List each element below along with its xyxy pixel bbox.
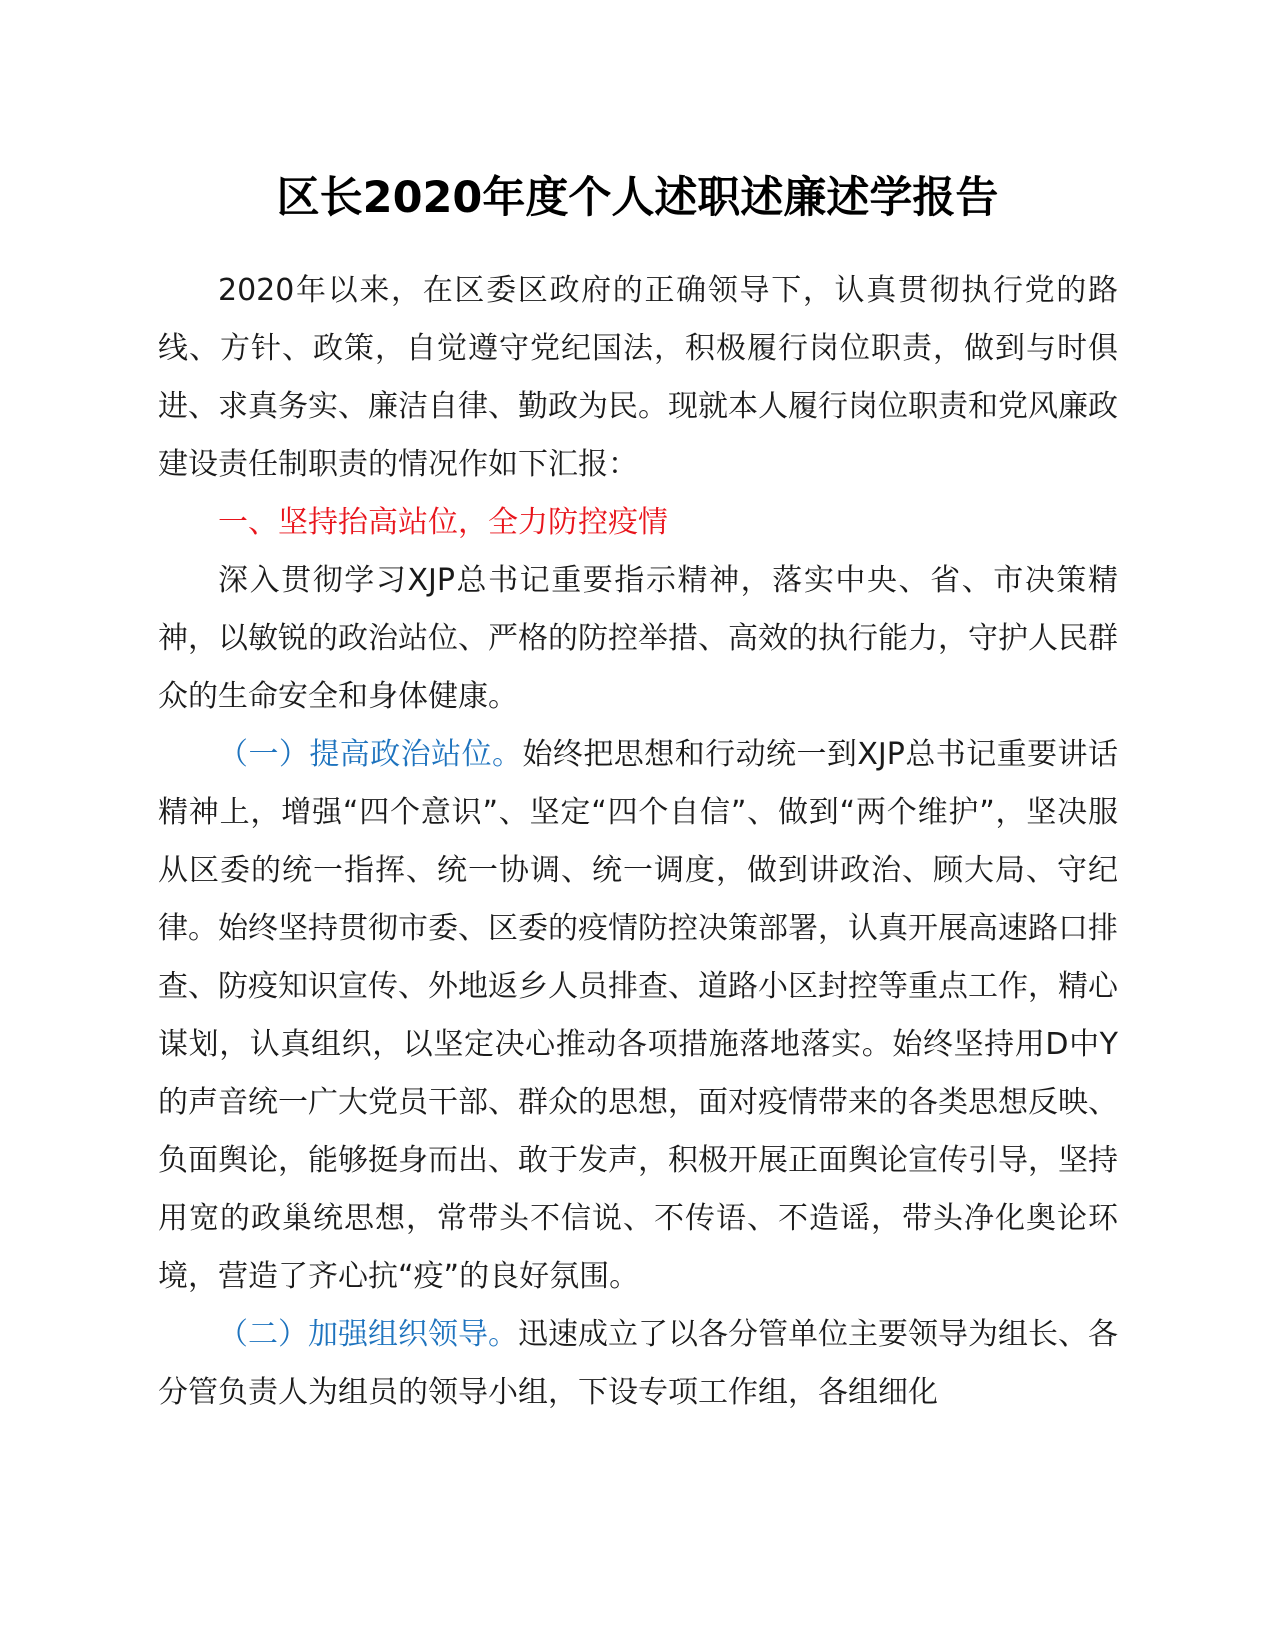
paragraph-text: 迅速成立了以各分管单位主要领导为组长、各分管负责人为组员的领导小组，下设专项工作组，各组细化 <box>158 1317 1118 1410</box>
section-heading-text: 一、坚持抬高站位，全力防控疫情 <box>218 505 668 540</box>
paragraph-section-1-intro <box>158 552 1118 726</box>
paragraph-intro <box>158 262 1118 494</box>
paragraph-text: 2020年以来，在区委区政府的正确领导下，认真贯彻执行党的路线、方针、政策，自觉遵守党纪国法，积极履行岗位职责，做到与时俱进、求真务实、廉洁自律、勤政为民。现就本人履行岗位职责和党风廉政建设责任制职责的情况作如下汇报： <box>158 273 1118 482</box>
subsection-heading-text: （一）提高政治站位。 <box>218 737 523 772</box>
document-title: 区长2020年度个人述职述廉述学报告 <box>276 173 999 223</box>
paragraph-text: 始终把思想和行动统一到XJP总书记重要讲话精神上，增强“四个意识”、坚定“四个自信”、做到“两个维护”，坚决服从区委的统一指挥、统一协调、统一调度，做到讲政治、顾大局、守纪律。始终坚持贯彻市委、区委的疫情防控决策部署，认真开展高速路口排查、防疫知识宣传、外地返乡人员排查、道路小区封控等重点工作，精心谋划，认真组织，以坚定决心推动各项措施落地落实。始终坚持用D中Y的声音统一广大党员干部、群众的思想，面对疫情带来的各类思想反映、负面舆论，能够挺身而出、敢于发声，积极开展正面舆论宣传引导，坚持用宽的政巢统思想，常带头不信说、不传语、不造谣，带头净化奥论环境，营造了齐心抗“疫”的良好氛围。 <box>158 737 1118 1294</box>
subsection-heading-text: （二）加强组织领导。 <box>218 1317 518 1352</box>
section-heading-1 <box>158 494 1118 552</box>
paragraph-subsection-1 <box>158 726 1118 1306</box>
paragraph-text: 深入贯彻学习XJP总书记重要指示精神，落实中央、省、市决策精神，以敏锐的政治站位、严格的防控举措、高效的执行能力，守护人民群众的生命安全和身体健康。 <box>158 563 1118 714</box>
paragraph-subsection-2 <box>158 1306 1118 1422</box>
document-body <box>158 262 1118 1422</box>
